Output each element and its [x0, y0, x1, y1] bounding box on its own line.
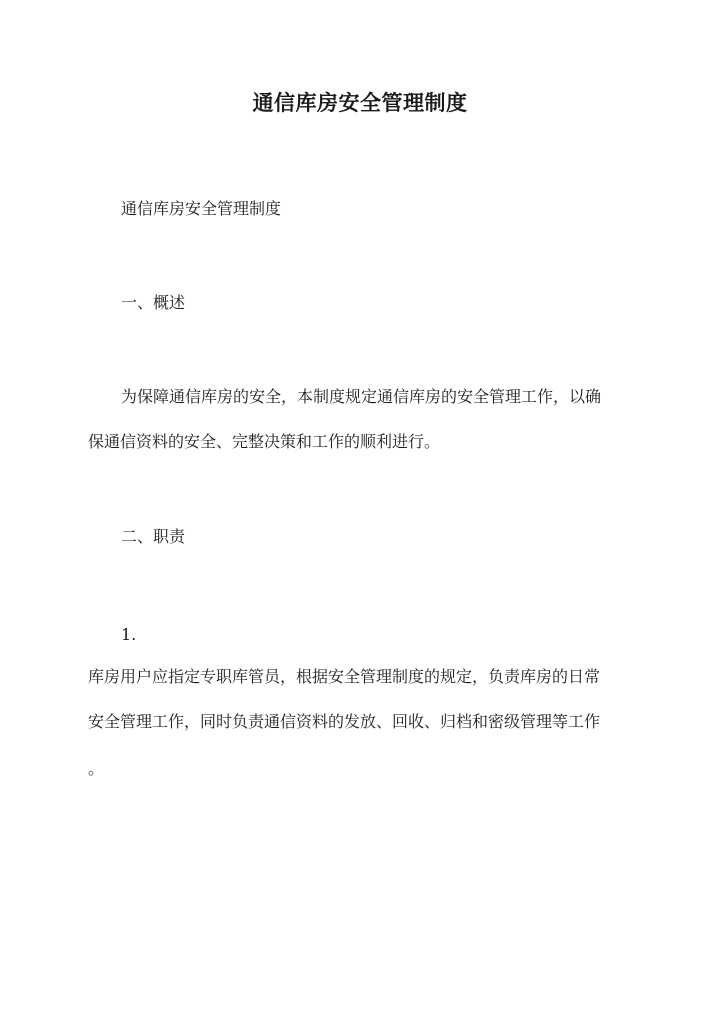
duties-paragraph-line-2: 安全管理工作，同时负责通信资料的发放、回收、归档和密级管理等工作: [88, 712, 601, 731]
overview-paragraph-line-1: 为保障通信库房的安全，本制度规定通信库房的安全管理工作，以确: [121, 387, 602, 406]
section-heading-duties: 二、职责: [121, 527, 186, 546]
document-title: 通信库房安全管理制度: [252, 90, 468, 115]
duties-paragraph-line-3: 。: [88, 759, 105, 778]
duties-paragraph-line-1: 库房用户应指定专职库管员，根据安全管理制度的规定，负责库房的日常: [88, 667, 601, 686]
section-heading-overview: 一、概述: [121, 293, 186, 312]
overview-paragraph-line-2: 保通信资料的安全、完整决策和工作的顺利进行。: [88, 432, 441, 451]
document-subtitle: 通信库房安全管理制度: [121, 199, 282, 218]
list-item-number: 1.: [121, 625, 137, 644]
